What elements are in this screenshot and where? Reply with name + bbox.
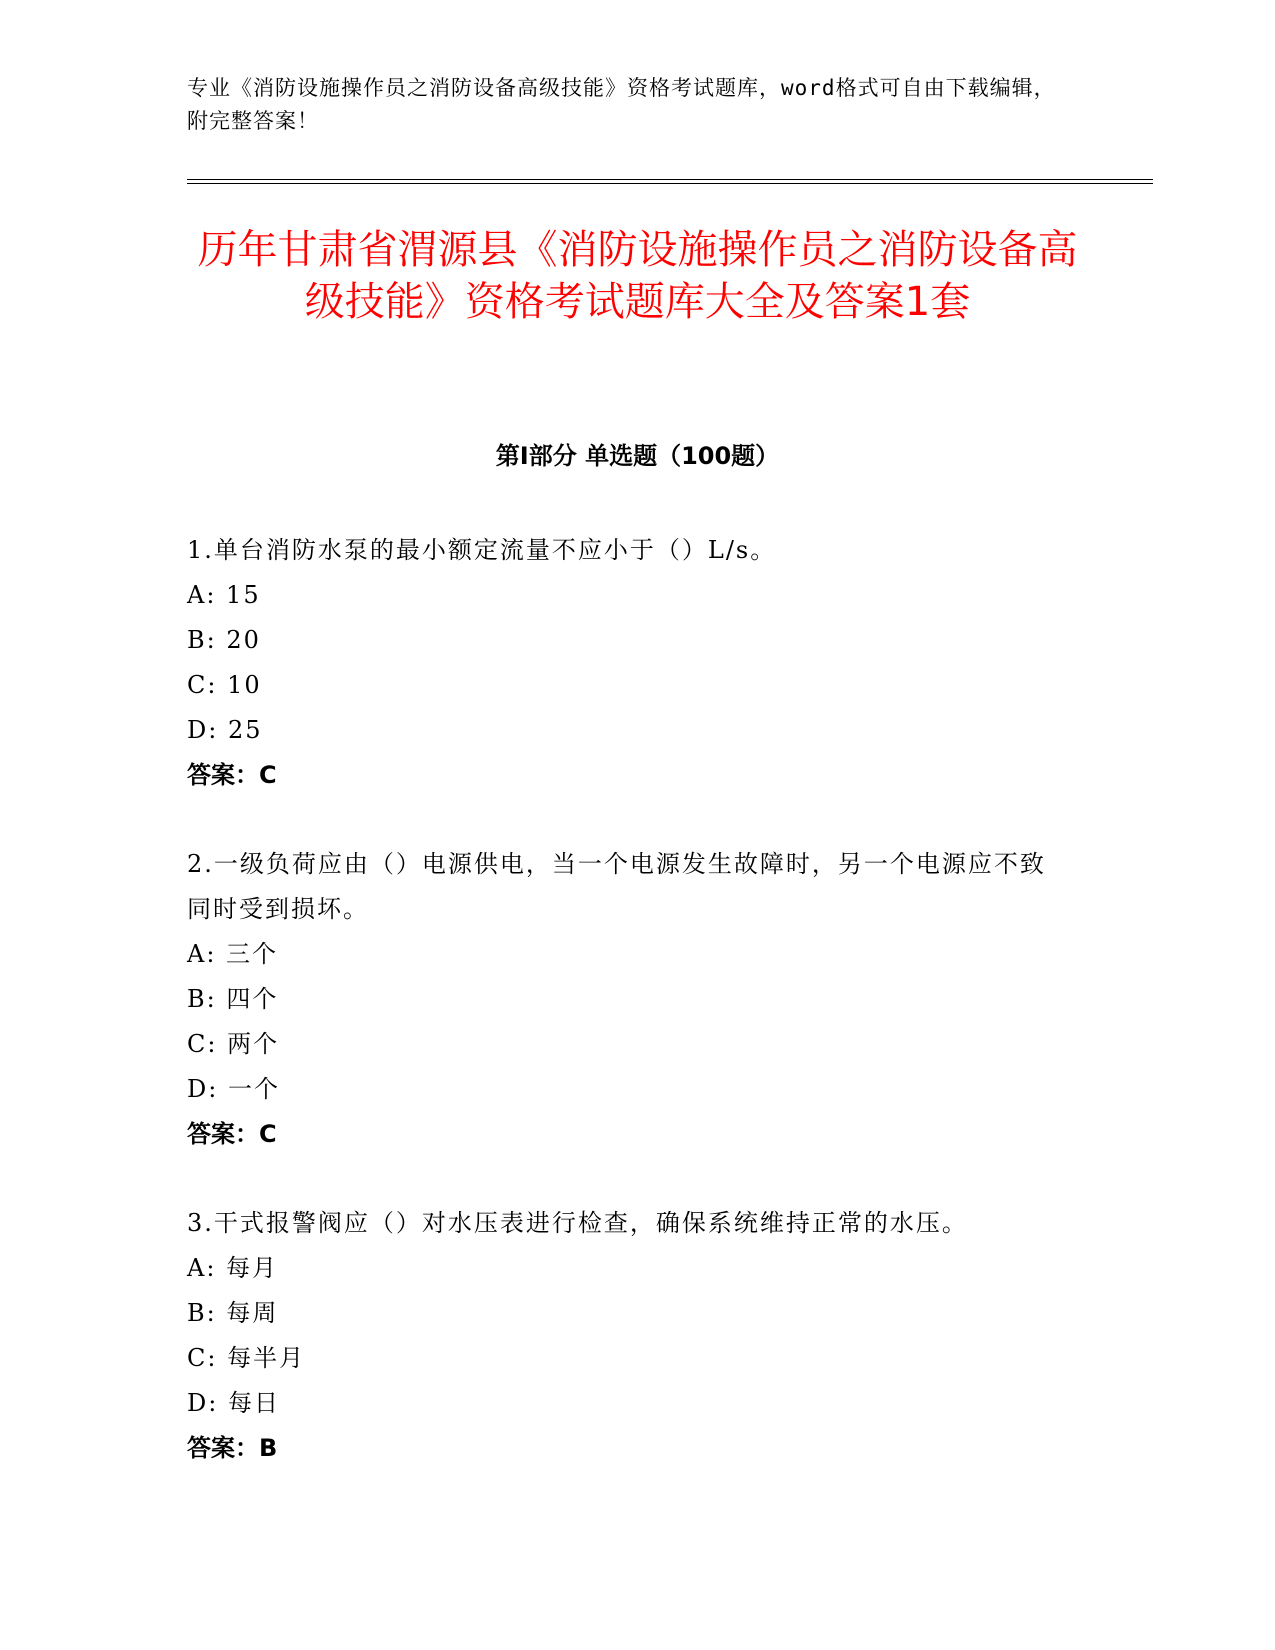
section-title: 第Ⅰ部分 单选题（100题） — [495, 442, 780, 470]
document-title: 历年甘肃省渭源县《消防设施操作员之消防设备高级技能》资格考试题库大全及答案1套 — [197, 227, 1078, 325]
option-c: C: 每半月 — [187, 1344, 306, 1372]
option-d: D: 一个 — [187, 1075, 280, 1103]
option-c: C: 两个 — [187, 1030, 280, 1058]
question-item — [187, 528, 1067, 798]
answer: 答案：C — [187, 761, 277, 789]
option-a: A: 15 — [187, 581, 261, 609]
option-b: B: 四个 — [187, 985, 279, 1013]
question-list — [187, 528, 1067, 1515]
option-d: D: 25 — [187, 716, 263, 744]
option-a: A: 三个 — [187, 940, 279, 968]
question-stem: 3.干式报警阀应（）对水压表进行检查，确保系统维持正常的水压。 — [187, 1209, 968, 1237]
header-divider-bottom — [187, 183, 1153, 184]
question-item — [187, 842, 1067, 1157]
option-b: B: 每周 — [187, 1299, 279, 1327]
option-d: D: 每日 — [187, 1389, 280, 1417]
question-item — [187, 1201, 1067, 1471]
header-note: 专业《消防设施操作员之消防设备高级技能》资格考试题库，word格式可自由下载编辑，附完整答案！ — [187, 76, 1056, 133]
answer: 答案：C — [187, 1120, 277, 1148]
option-c: C: 10 — [187, 671, 262, 699]
option-b: B: 20 — [187, 626, 261, 654]
question-stem: 2.一级负荷应由（）电源供电，当一个电源发生故障时，另一个电源应不致同时受到损坏。 — [187, 850, 1046, 923]
header-divider-top — [187, 179, 1153, 180]
answer: 答案：B — [187, 1434, 278, 1462]
question-stem: 1.单台消防水泵的最小额定流量不应小于（）L/s。 — [187, 536, 777, 564]
option-a: A: 每月 — [187, 1254, 279, 1282]
